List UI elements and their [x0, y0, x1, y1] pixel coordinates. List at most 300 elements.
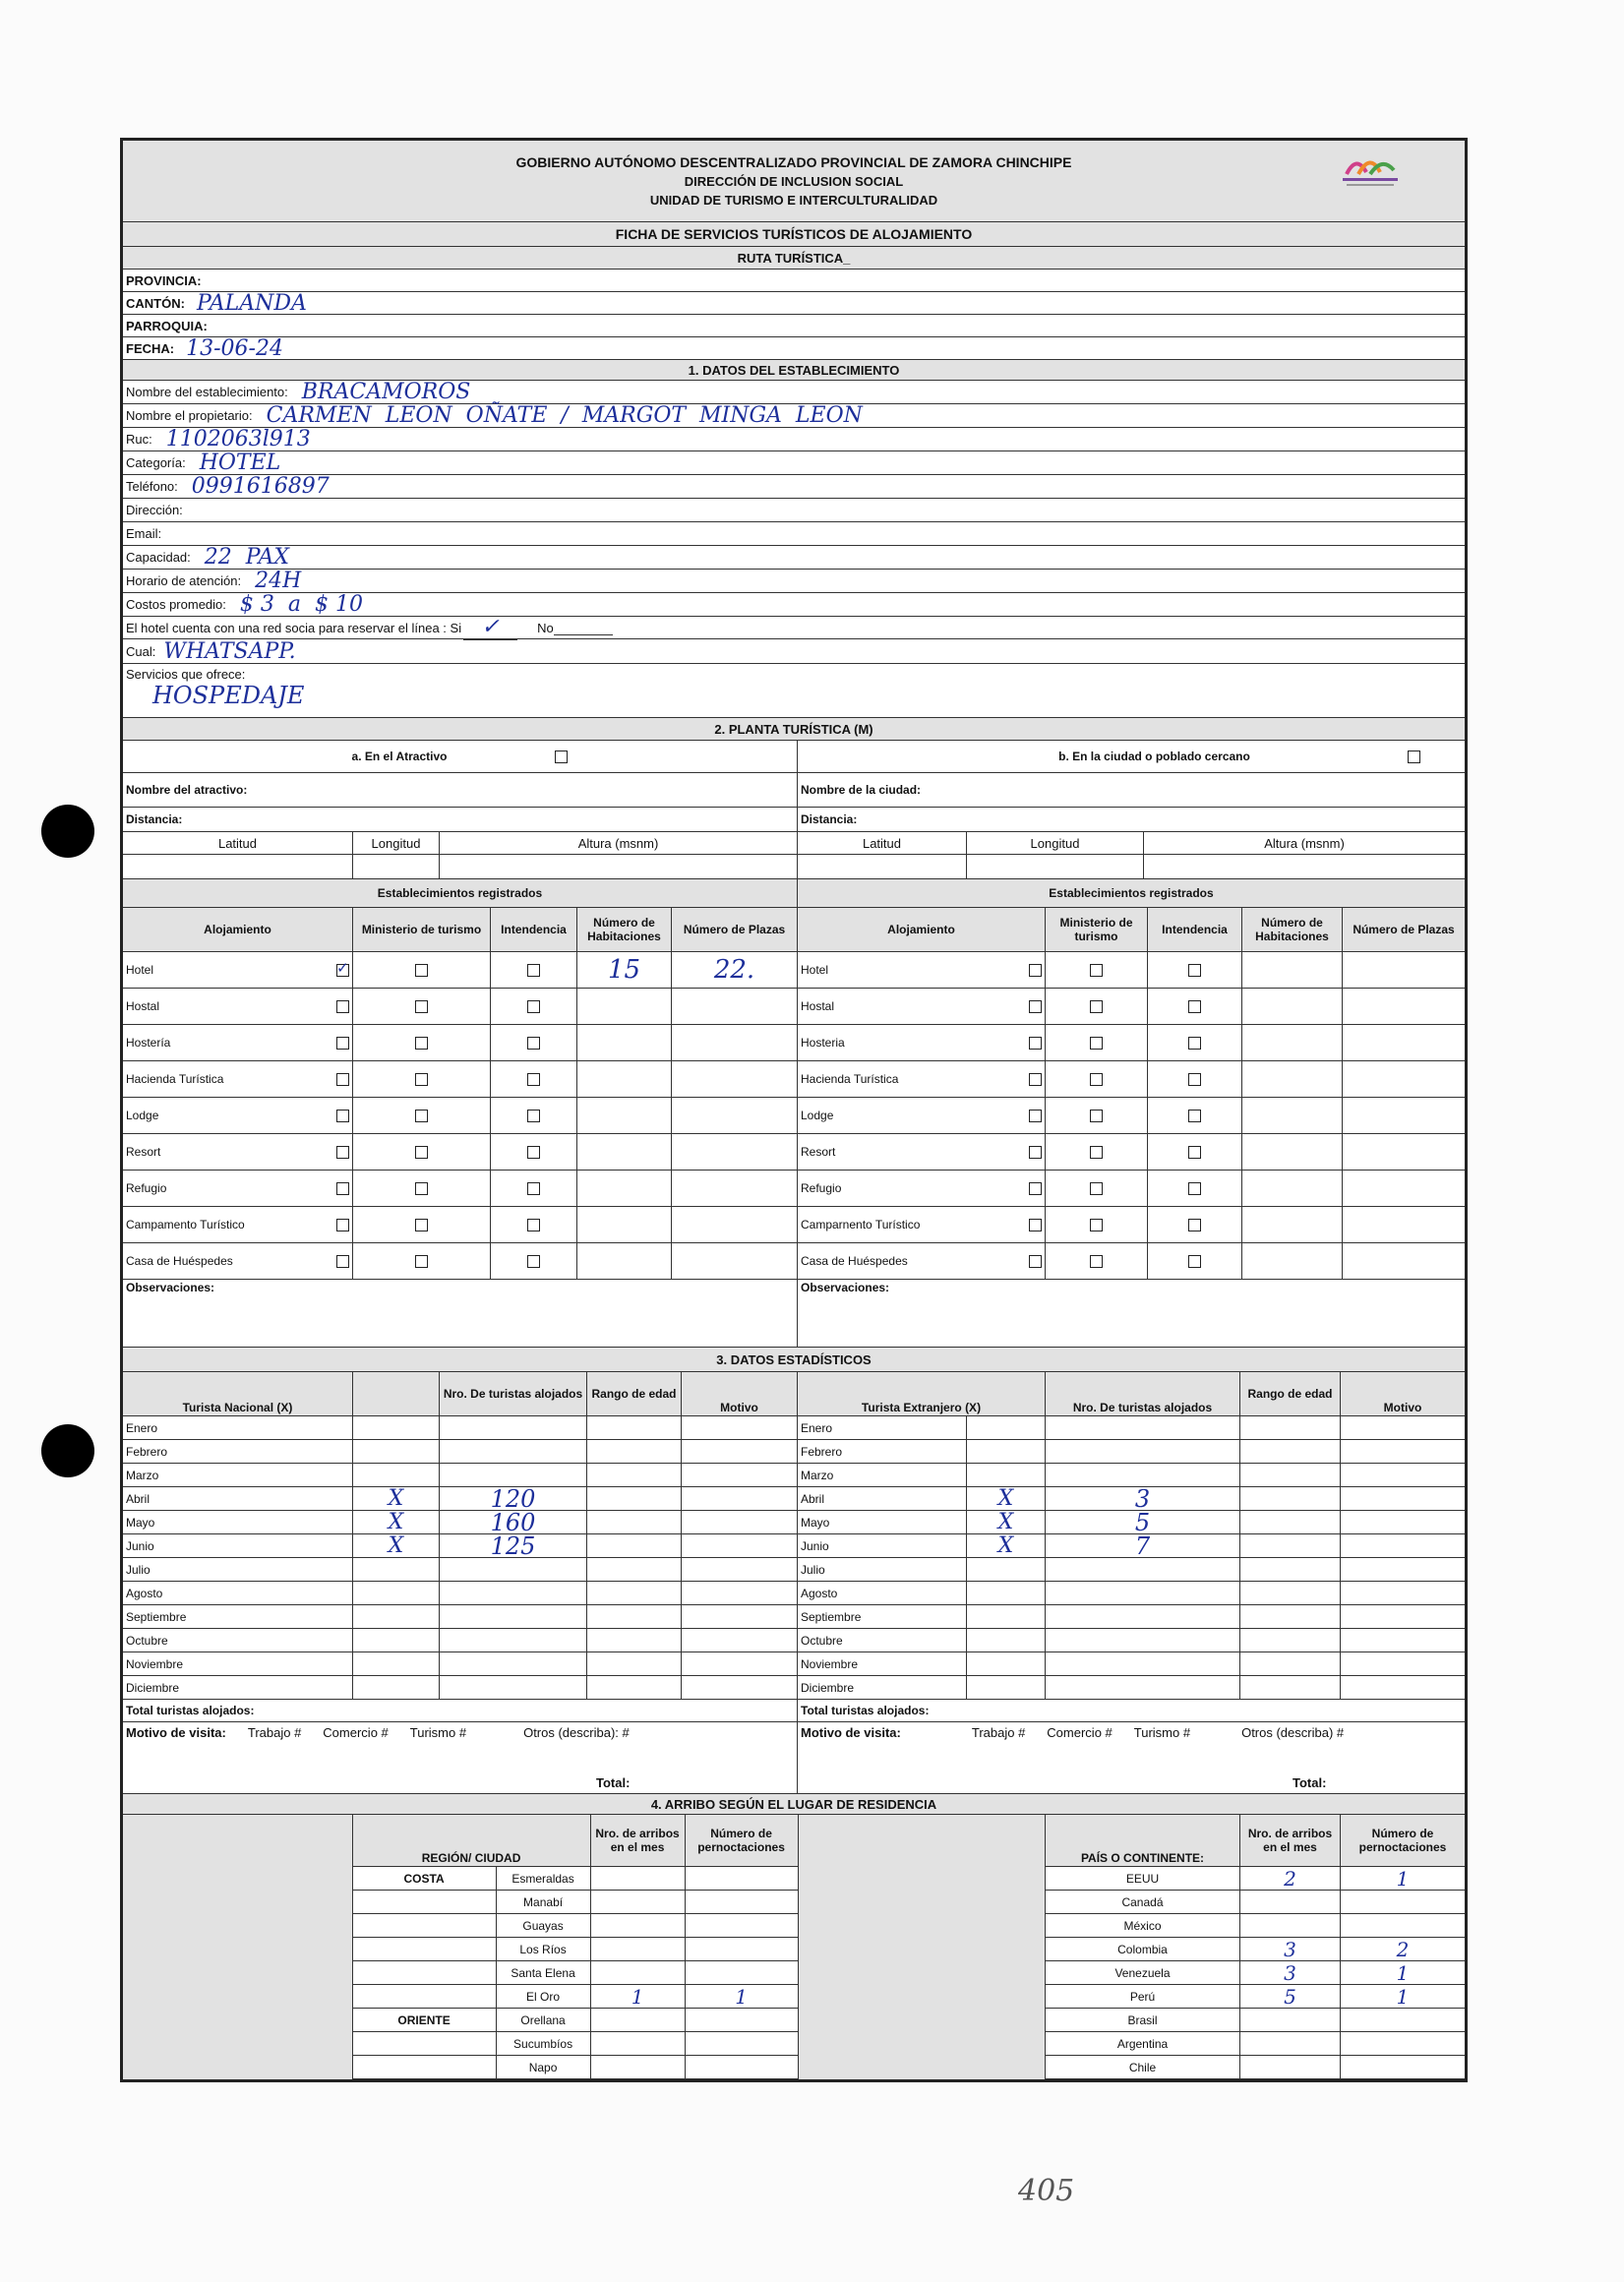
- national-age-range[interactable]: [587, 1534, 682, 1557]
- country-nights[interactable]: [1341, 2056, 1465, 2078]
- national-age-range[interactable]: [587, 1676, 682, 1699]
- foreign-mark[interactable]: [967, 1416, 1046, 1439]
- national-age-range[interactable]: [587, 1416, 682, 1439]
- foreign-motive[interactable]: [1341, 1652, 1465, 1675]
- foreign-motive[interactable]: [1341, 1416, 1465, 1439]
- rooms-cell[interactable]: [577, 1171, 672, 1206]
- foreign-mark[interactable]: [967, 1605, 1046, 1628]
- section4-left-blank: [123, 1815, 353, 2079]
- lodging-checkbox[interactable]: [1029, 1255, 1042, 1268]
- motive-otros-left[interactable]: Otros (describa): #: [523, 1725, 630, 1740]
- motive-comercio-right[interactable]: Comercio #: [1047, 1725, 1113, 1740]
- social-no-blank[interactable]: [554, 621, 613, 635]
- foreign-count[interactable]: [1046, 1582, 1240, 1604]
- foreign-count[interactable]: 7: [1046, 1534, 1240, 1557]
- foreign-count[interactable]: [1046, 1605, 1240, 1628]
- foreign-age-range[interactable]: [1240, 1534, 1341, 1557]
- registration-checkbox[interactable]: [415, 1073, 428, 1086]
- national-mark[interactable]: [353, 1558, 440, 1581]
- foreign-mark[interactable]: [967, 1676, 1046, 1699]
- foreign-age-range[interactable]: [1240, 1487, 1341, 1510]
- places-cell[interactable]: [672, 1098, 798, 1133]
- country-nights[interactable]: 1: [1396, 1960, 1410, 1985]
- establishment-field[interactable]: [123, 522, 1465, 546]
- places-cell[interactable]: [672, 989, 798, 1024]
- country-nights[interactable]: 1: [1396, 1984, 1410, 2009]
- foreign-motive[interactable]: [1341, 1464, 1465, 1486]
- rooms-cell[interactable]: [577, 1207, 672, 1242]
- foreign-count[interactable]: [1046, 1440, 1240, 1463]
- country-arrivals[interactable]: 3: [1240, 1938, 1341, 1960]
- foreign-age-range[interactable]: [1240, 1629, 1341, 1651]
- registration-checkbox[interactable]: [1188, 1219, 1201, 1231]
- rooms-cell[interactable]: [577, 1098, 672, 1133]
- national-motive[interactable]: [682, 1652, 798, 1675]
- foreign-count[interactable]: [1046, 1652, 1240, 1675]
- registration-cell: [1148, 1025, 1242, 1060]
- foreign-mark[interactable]: [967, 1629, 1046, 1651]
- country-arrivals[interactable]: [1240, 2056, 1341, 2078]
- motive-comercio-left[interactable]: Comercio #: [323, 1725, 389, 1740]
- national-motive[interactable]: [682, 1629, 798, 1651]
- places-cell[interactable]: [672, 1207, 798, 1242]
- foreign-mark[interactable]: X: [967, 1487, 1046, 1510]
- lodging-checkbox[interactable]: [1029, 1037, 1042, 1050]
- national-age-range[interactable]: [587, 1487, 682, 1510]
- places-cell[interactable]: [1343, 1061, 1465, 1097]
- country-nights[interactable]: 1: [1396, 1866, 1410, 1891]
- registration-cell: [1148, 1098, 1242, 1133]
- registration-checkbox[interactable]: [527, 1000, 540, 1013]
- services-row[interactable]: [123, 664, 1465, 718]
- motive-trabajo-right[interactable]: Trabajo #: [971, 1725, 1026, 1740]
- national-mark[interactable]: [353, 1416, 440, 1439]
- region-arrivals[interactable]: [591, 1961, 686, 1984]
- distance-row[interactable]: [123, 808, 1465, 832]
- registration-checkbox[interactable]: [415, 1255, 428, 1268]
- foreign-age-range[interactable]: [1240, 1464, 1341, 1486]
- registration-checkbox[interactable]: [1188, 1110, 1201, 1122]
- registration-checkbox[interactable]: [1090, 964, 1103, 977]
- month-label-right: Enero: [798, 1416, 967, 1439]
- foreign-mark[interactable]: [967, 1582, 1046, 1604]
- registration-checkbox[interactable]: [415, 1037, 428, 1050]
- foreign-mark[interactable]: [967, 1440, 1046, 1463]
- month-label-right: Octubre: [798, 1629, 967, 1651]
- rooms-cell[interactable]: [577, 1061, 672, 1097]
- lodging-checkbox[interactable]: [336, 1255, 349, 1268]
- national-mark[interactable]: [353, 1464, 440, 1486]
- lodging-checkbox[interactable]: [1029, 1110, 1042, 1122]
- region-arrivals[interactable]: [591, 2056, 686, 2078]
- registration-checkbox[interactable]: [527, 1219, 540, 1231]
- country-nights[interactable]: [1341, 2009, 1465, 2031]
- national-motive[interactable]: [682, 1558, 798, 1581]
- national-mark[interactable]: [353, 1440, 440, 1463]
- registration-checkbox[interactable]: [1090, 1219, 1103, 1231]
- region-nights[interactable]: [686, 1891, 798, 1913]
- national-mark[interactable]: [353, 1605, 440, 1628]
- foreign-age-range[interactable]: [1240, 1605, 1341, 1628]
- national-count[interactable]: 160: [440, 1511, 587, 1533]
- national-motive[interactable]: [682, 1416, 798, 1439]
- registration-checkbox[interactable]: [1188, 1037, 1201, 1050]
- observations-left[interactable]: Observaciones:: [123, 1280, 798, 1347]
- distance-label-left: Distancia:: [123, 808, 798, 831]
- registration-checkbox[interactable]: [1090, 1182, 1103, 1195]
- national-mark[interactable]: [353, 1582, 440, 1604]
- establishment-field[interactable]: [123, 404, 1465, 428]
- foreign-age-range[interactable]: [1240, 1676, 1341, 1699]
- foreign-age-range[interactable]: [1240, 1652, 1341, 1675]
- alt-left: Altura (msnm): [440, 832, 798, 854]
- registration-checkbox[interactable]: [527, 1073, 540, 1086]
- rooms-cell[interactable]: [1242, 1171, 1343, 1206]
- rooms-cell[interactable]: [577, 1025, 672, 1060]
- national-count[interactable]: [440, 1676, 587, 1699]
- region-name: COSTA: [353, 1867, 497, 1890]
- lng-right-value[interactable]: [967, 855, 1144, 878]
- country-nights[interactable]: [1341, 2032, 1465, 2055]
- registration-checkbox[interactable]: [527, 1037, 540, 1050]
- planta-col-headers: [123, 908, 1465, 952]
- foreign-age-range[interactable]: [1240, 1511, 1341, 1533]
- social-yes-mark: ✓: [481, 615, 500, 639]
- attraction-name-row[interactable]: [123, 773, 1465, 808]
- motive-trabajo-left[interactable]: Trabajo #: [247, 1725, 302, 1740]
- national-motive[interactable]: [682, 1440, 798, 1463]
- rooms-cell[interactable]: [1242, 952, 1343, 988]
- foreign-count[interactable]: [1046, 1416, 1240, 1439]
- country-arrivals[interactable]: 2: [1240, 1867, 1341, 1890]
- registration-cell: [1046, 1061, 1148, 1097]
- national-mark[interactable]: X: [353, 1534, 440, 1557]
- establishment-field[interactable]: [123, 499, 1465, 522]
- rooms-cell[interactable]: [1242, 1243, 1343, 1279]
- lat-right-value[interactable]: [798, 855, 967, 878]
- registration-checkbox[interactable]: [527, 1182, 540, 1195]
- national-count[interactable]: [440, 1464, 587, 1486]
- lodging-checkbox[interactable]: [1029, 964, 1042, 977]
- rooms-cell[interactable]: [1242, 989, 1343, 1024]
- month-row: [123, 1582, 1465, 1605]
- registration-checkbox[interactable]: [1090, 1073, 1103, 1086]
- lodging-checkbox[interactable]: [1029, 1219, 1042, 1231]
- country-nights[interactable]: 2: [1396, 1937, 1410, 1961]
- col-rango-extranjero: Rango de edad: [1240, 1372, 1341, 1415]
- foreign-motive[interactable]: [1341, 1676, 1465, 1699]
- foreign-count[interactable]: 5: [1046, 1511, 1240, 1533]
- region-arrivals[interactable]: [591, 1914, 686, 1937]
- services-label: Servicios que ofrece:: [126, 667, 246, 682]
- region-name: [353, 2056, 497, 2078]
- social-network-row[interactable]: [123, 617, 1465, 639]
- region-nights[interactable]: [686, 2009, 798, 2031]
- lodging-checkbox[interactable]: [336, 1182, 349, 1195]
- national-mark[interactable]: X: [353, 1487, 440, 1510]
- establishment-field[interactable]: [123, 381, 1465, 404]
- form-title-row: [123, 222, 1465, 247]
- lodging-checkbox[interactable]: [336, 1000, 349, 1013]
- lodging-checkbox[interactable]: [1029, 1146, 1042, 1159]
- registration-checkbox[interactable]: [1188, 1182, 1201, 1195]
- national-mark[interactable]: [353, 1629, 440, 1651]
- country-arrivals[interactable]: [1240, 2009, 1341, 2031]
- foreign-motive[interactable]: [1341, 1511, 1465, 1533]
- month-label-right: Septiembre: [798, 1605, 967, 1628]
- national-count[interactable]: 125: [440, 1534, 587, 1557]
- registration-checkbox[interactable]: [527, 1255, 540, 1268]
- country-arrivals[interactable]: 3: [1240, 1961, 1341, 1984]
- lodging-checkbox[interactable]: [1029, 1182, 1042, 1195]
- motive-row[interactable]: [123, 1722, 1465, 1794]
- foreign-motive[interactable]: [1341, 1558, 1465, 1581]
- region-nights[interactable]: [686, 2032, 798, 2055]
- lodging-checkbox[interactable]: [336, 1037, 349, 1050]
- places-cell[interactable]: [672, 1061, 798, 1097]
- lat-left-value[interactable]: [123, 855, 353, 878]
- alt-right-value[interactable]: [1144, 855, 1465, 878]
- region-nights[interactable]: [686, 1867, 798, 1890]
- lodging-checkbox[interactable]: [336, 1073, 349, 1086]
- registration-checkbox[interactable]: [1090, 1037, 1103, 1050]
- establishment-field[interactable]: [123, 475, 1465, 499]
- places-cell[interactable]: [1343, 1243, 1465, 1279]
- country-arrivals[interactable]: [1240, 2032, 1341, 2055]
- motive-turismo-left[interactable]: Turismo #: [409, 1725, 467, 1740]
- national-count[interactable]: [440, 1629, 587, 1651]
- national-count[interactable]: [440, 1416, 587, 1439]
- national-age-range[interactable]: [587, 1629, 682, 1651]
- rooms-cell[interactable]: [1242, 1025, 1343, 1060]
- registration-checkbox[interactable]: [1090, 1000, 1103, 1013]
- lodging-checkbox[interactable]: [336, 1219, 349, 1231]
- establishment-field[interactable]: [123, 546, 1465, 570]
- foreign-age-range[interactable]: [1240, 1582, 1341, 1604]
- lodging-checkbox[interactable]: [1029, 1000, 1042, 1013]
- col-turista-extranjero: Turista Extranjero (X): [798, 1372, 1046, 1415]
- form-header: [123, 141, 1465, 222]
- month-label-right: Marzo: [798, 1464, 967, 1486]
- region-arrivals[interactable]: 1: [591, 1985, 686, 2008]
- national-motive[interactable]: [682, 1582, 798, 1604]
- national-motive[interactable]: [682, 1605, 798, 1628]
- country-nights[interactable]: [1341, 1914, 1465, 1937]
- establishment-field[interactable]: [123, 451, 1465, 475]
- registration-checkbox[interactable]: [415, 1219, 428, 1231]
- national-age-range[interactable]: [587, 1511, 682, 1533]
- national-count[interactable]: 120: [440, 1487, 587, 1510]
- registration-checkbox[interactable]: [1188, 1000, 1201, 1013]
- national-count[interactable]: [440, 1440, 587, 1463]
- places-cell[interactable]: [1343, 952, 1465, 988]
- coords-value-row[interactable]: [123, 855, 1465, 879]
- national-age-range[interactable]: [587, 1464, 682, 1486]
- country-row: [1046, 1961, 1465, 1985]
- region-row: [353, 1891, 798, 1914]
- region-arrivals[interactable]: [591, 1891, 686, 1913]
- national-age-range[interactable]: [587, 1605, 682, 1628]
- alt-left-value[interactable]: [440, 855, 798, 878]
- registration-checkbox[interactable]: [415, 1110, 428, 1122]
- places-cell[interactable]: 22.: [672, 952, 798, 988]
- region-arrivals[interactable]: [591, 2009, 686, 2031]
- places-cell[interactable]: [672, 1243, 798, 1279]
- lodging-row: [123, 1061, 1465, 1098]
- foreign-age-range[interactable]: [1240, 1558, 1341, 1581]
- location-provincia[interactable]: [123, 270, 1465, 292]
- places-cell[interactable]: [1343, 989, 1465, 1024]
- cual-row[interactable]: [123, 639, 1465, 664]
- national-motive[interactable]: [682, 1487, 798, 1510]
- foreign-count[interactable]: [1046, 1558, 1240, 1581]
- region-arrivals[interactable]: [591, 2032, 686, 2055]
- national-motive[interactable]: [682, 1534, 798, 1557]
- country-name: Chile: [1046, 2056, 1240, 2078]
- country-arrivals[interactable]: 5: [1240, 1985, 1341, 2008]
- registration-checkbox[interactable]: [1188, 964, 1201, 977]
- rooms-cell[interactable]: [577, 989, 672, 1024]
- region-arrivals[interactable]: [591, 1867, 686, 1890]
- registration-checkbox[interactable]: [1188, 1146, 1201, 1159]
- foreign-motive[interactable]: [1341, 1487, 1465, 1510]
- country-nights[interactable]: [1341, 1891, 1465, 1913]
- field-value: 0991616897: [191, 474, 330, 499]
- lng-left: Longitud: [353, 832, 440, 854]
- registration-checkbox[interactable]: [1090, 1146, 1103, 1159]
- foreign-motive[interactable]: [1341, 1629, 1465, 1651]
- establishment-field[interactable]: [123, 593, 1465, 617]
- country-arrivals[interactable]: [1240, 1914, 1341, 1937]
- national-mark[interactable]: X: [353, 1511, 440, 1533]
- foreign-count[interactable]: [1046, 1464, 1240, 1486]
- registration-checkbox[interactable]: [527, 1146, 540, 1159]
- foreign-motive[interactable]: [1341, 1605, 1465, 1628]
- location-parroquia[interactable]: [123, 315, 1465, 337]
- region-nights[interactable]: [686, 1961, 798, 1984]
- establishment-field[interactable]: [123, 570, 1465, 593]
- registration-checkbox[interactable]: [1090, 1255, 1103, 1268]
- foreign-motive[interactable]: [1341, 1440, 1465, 1463]
- cual-label: Cual:: [126, 643, 156, 659]
- places-cell[interactable]: [1343, 1025, 1465, 1060]
- registration-checkbox[interactable]: [1090, 1110, 1103, 1122]
- national-age-range[interactable]: [587, 1582, 682, 1604]
- national-motive[interactable]: [682, 1511, 798, 1533]
- foreign-mark[interactable]: [967, 1652, 1046, 1675]
- places-cell[interactable]: [1343, 1207, 1465, 1242]
- places-cell[interactable]: [672, 1171, 798, 1206]
- section4-title: 4. ARRIBO SEGÚN EL LUGAR DE RESIDENCIA: [650, 1796, 937, 1812]
- registration-checkbox[interactable]: [1188, 1073, 1201, 1086]
- registration-checkbox[interactable]: [415, 1000, 428, 1013]
- registration-checkbox[interactable]: [527, 964, 540, 977]
- rooms-cell[interactable]: [1242, 1098, 1343, 1133]
- foreign-age-range[interactable]: [1240, 1416, 1341, 1439]
- foreign-count[interactable]: 3: [1046, 1487, 1240, 1510]
- foreign-count[interactable]: [1046, 1629, 1240, 1651]
- field-label: PARROQUIA:: [126, 318, 208, 333]
- national-mark[interactable]: [353, 1676, 440, 1699]
- foreign-mark[interactable]: [967, 1558, 1046, 1581]
- country-arrivals[interactable]: [1240, 1891, 1341, 1913]
- places-cell[interactable]: [1343, 1171, 1465, 1206]
- page-number: 405: [1018, 2174, 1075, 2208]
- registration-cell: [1046, 1098, 1148, 1133]
- lng-left-value[interactable]: [353, 855, 440, 878]
- rooms-cell[interactable]: [1242, 1134, 1343, 1170]
- national-mark[interactable]: [353, 1652, 440, 1675]
- col-nro-nacional: Nro. De turistas alojados: [440, 1372, 587, 1415]
- national-count[interactable]: [440, 1582, 587, 1604]
- national-motive[interactable]: [682, 1464, 798, 1486]
- places-cell[interactable]: [672, 1134, 798, 1170]
- region-nights[interactable]: [686, 2056, 798, 2078]
- national-motive[interactable]: [682, 1676, 798, 1699]
- national-age-range[interactable]: [587, 1652, 682, 1675]
- region-nights[interactable]: [686, 1938, 798, 1960]
- foreign-mark[interactable]: X: [967, 1511, 1046, 1533]
- rooms-cell[interactable]: [1242, 1061, 1343, 1097]
- registration-checkbox[interactable]: [415, 1182, 428, 1195]
- establishment-field[interactable]: [123, 428, 1465, 451]
- rooms-cell[interactable]: [577, 1243, 672, 1279]
- observations-right[interactable]: Observaciones:: [801, 1281, 890, 1294]
- location-canton[interactable]: [123, 292, 1465, 315]
- registration-checkbox[interactable]: [527, 1110, 540, 1122]
- foreign-motive[interactable]: [1341, 1582, 1465, 1604]
- motive-turismo-right[interactable]: Turismo #: [1133, 1725, 1191, 1740]
- region-arrivals[interactable]: [591, 1938, 686, 1960]
- lodging-checkbox[interactable]: [336, 1110, 349, 1122]
- lodging-checkbox[interactable]: [1029, 1073, 1042, 1086]
- national-age-range[interactable]: [587, 1558, 682, 1581]
- registration-checkbox[interactable]: [1188, 1255, 1201, 1268]
- section4-mid-blank: [799, 1815, 1046, 2079]
- planta-col-left: Ministerio de turismo: [353, 908, 491, 951]
- registration-checkbox[interactable]: [415, 1146, 428, 1159]
- foreign-mark[interactable]: [967, 1464, 1046, 1486]
- region-nights[interactable]: [686, 1914, 798, 1937]
- region-nights[interactable]: 1: [735, 1984, 748, 2009]
- national-count[interactable]: [440, 1605, 587, 1628]
- country-row: [1046, 2032, 1465, 2056]
- lodging-checkbox[interactable]: [336, 1146, 349, 1159]
- foreign-mark[interactable]: X: [967, 1534, 1046, 1557]
- places-cell[interactable]: [1343, 1134, 1465, 1170]
- registration-checkbox[interactable]: [415, 964, 428, 977]
- location-fecha[interactable]: [123, 337, 1465, 360]
- rooms-cell[interactable]: [1242, 1207, 1343, 1242]
- foreign-motive[interactable]: [1341, 1534, 1465, 1557]
- rooms-cell[interactable]: [577, 1134, 672, 1170]
- social-yes-blank[interactable]: [463, 615, 517, 640]
- total-alojados-right: Total turistas alojados:: [801, 1704, 930, 1717]
- national-count[interactable]: [440, 1652, 587, 1675]
- rooms-cell[interactable]: 15: [577, 952, 672, 988]
- foreign-count[interactable]: [1046, 1676, 1240, 1699]
- foreign-age-range[interactable]: [1240, 1440, 1341, 1463]
- left-header-checkbox[interactable]: [555, 751, 568, 763]
- national-count[interactable]: [440, 1558, 587, 1581]
- places-cell[interactable]: [1343, 1098, 1465, 1133]
- places-cell[interactable]: [672, 1025, 798, 1060]
- observations-row[interactable]: [123, 1280, 1465, 1348]
- national-age-range[interactable]: [587, 1440, 682, 1463]
- motive-otros-right[interactable]: Otros (describa) #: [1241, 1725, 1345, 1740]
- right-header-checkbox[interactable]: [1408, 751, 1420, 763]
- lodging-checkbox[interactable]: [336, 964, 349, 977]
